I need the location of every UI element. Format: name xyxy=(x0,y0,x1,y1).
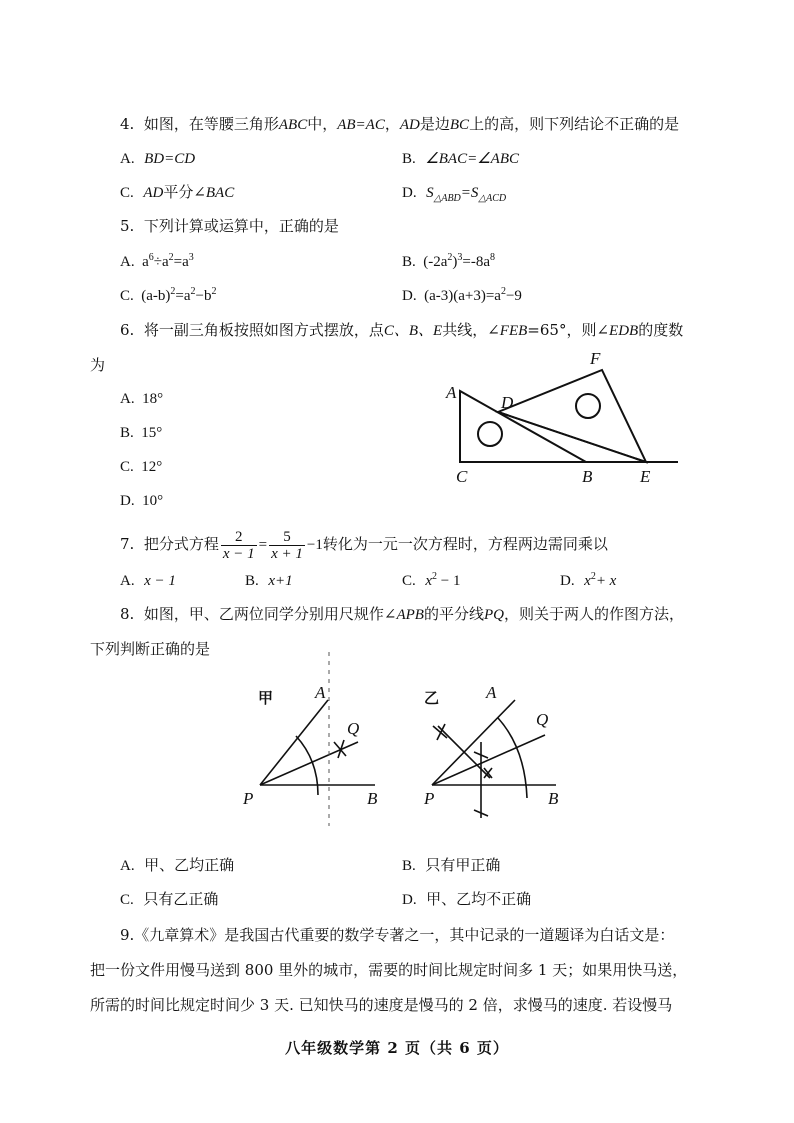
q8-yi-label-q: Q xyxy=(536,710,549,729)
q6-label-d: D xyxy=(501,393,514,412)
question-6-option-a: A. 18° xyxy=(120,391,164,407)
question-4-option-a: A. BD=CD xyxy=(120,151,196,167)
q6-label-e: E xyxy=(640,467,651,486)
page-footer: 八年级数学第 2 页（共 6 页） xyxy=(285,1039,509,1057)
question-8-stem: 8. 如图，甲、乙两位同学分别用尺规作∠APB的平分线PQ，则关于两人的作图方法， xyxy=(120,605,684,623)
q8-jia-label-p: P xyxy=(243,789,254,808)
q6-label-c: C xyxy=(456,467,468,486)
q8-jia-label-b: B xyxy=(367,789,378,808)
question-7-option-b: B. x+1 xyxy=(245,573,293,589)
question-7-option-c: C. $x^2 - 1$ xyxy=(402,571,461,589)
question-8-option-d: D. 甲、乙均不正确 xyxy=(402,890,532,908)
question-5-option-a: A. $a^6\div a^2=a^3$ xyxy=(120,252,194,270)
question-4-option-b: B. ∠BAC=∠ABC xyxy=(402,151,519,167)
q6-label-a: A xyxy=(446,383,457,402)
fraction-5-over-x-plus-1: $\frac{5}{x + 1}$ xyxy=(271,528,303,562)
q6-label-b: B xyxy=(582,467,593,486)
q8-jia-title: 甲 xyxy=(258,691,274,707)
question-6-option-d: D. 10° xyxy=(120,493,164,509)
q8-jia-label-q: Q xyxy=(347,719,360,738)
question-7-option-a: A. x − 1 xyxy=(120,573,176,589)
q8-yi-title: 乙 xyxy=(424,691,440,707)
q8-yi-label-p: P xyxy=(424,789,435,808)
question-7-option-d: D. $x^2+ x$ xyxy=(560,571,617,589)
question-6-option-c: C. 12° xyxy=(120,459,163,475)
q6-label-f: F xyxy=(590,349,601,368)
question-6-stem-cont: 为 xyxy=(90,356,106,374)
question-8-option-c: C. 只有乙正确 xyxy=(120,890,219,908)
question-8-option-a: A. 甲、乙均正确 xyxy=(120,856,235,874)
question-5-stem: 5. 下列计算或运算中，正确的是 xyxy=(120,217,339,235)
fraction-2-over-x-minus-1: $\frac{2}{x - 1}$ xyxy=(222,528,255,562)
question-6-option-b: B. 15° xyxy=(120,425,163,441)
q8-yi-ray-pa xyxy=(432,700,515,785)
question-4-option-d: D. $S_{\triangle ABD}=S_{\triangle ACD}$ xyxy=(402,185,507,204)
question-6-stem: 6. 将一副三角板按照如图方式摆放，点C、B、E共线，∠FEB=65°，则∠EDB的度数 xyxy=(120,321,684,339)
question-9-line-1: 9.《九章算术》是我国古代重要的数学专著之一，其中记录的一道题译为白话文是： xyxy=(120,926,675,944)
question-9-line-3: 所需的时间比规定时间少 3 天. 已知快马的速度是慢马的 2 倍，求慢马的速度. 若设慢马 xyxy=(90,996,673,1014)
q8-yi-label-b: B xyxy=(548,789,559,808)
question-9-line-2: 把一份文件用慢马送到 800 里外的城市，需要的时间比规定时间多 1 天；如果用快马送， xyxy=(90,961,688,979)
q8-yi-arc-main xyxy=(498,718,527,798)
q8-jia-label-a: A xyxy=(315,683,326,702)
question-5-option-b: B. $(-2a^2)^3=-8a^8$ xyxy=(402,252,496,270)
question-4-stem: 4. 如图，在等腰三角形ABC中，AB=AC，AD是边BC上的高，则下列结论不正确的是 xyxy=(120,115,680,133)
question-8-stem-cont: 下列判断正确的是 xyxy=(90,640,211,658)
question-7-stem: 7. 把分式方程 $\frac{2}{x - 1}$ = $\frac{5}{x + 1}$ −1转化为一元一次方程时，方程两边需同乘以 xyxy=(120,528,608,562)
question-8-option-b: B. 只有甲正确 xyxy=(402,856,501,874)
question-4-option-c: C. AD平分∠BAC xyxy=(120,183,235,201)
q8-yi-label-a: A xyxy=(486,683,497,702)
question-5-option-d: D. $(a-3)(a+3)=a^2-9$ xyxy=(402,286,522,304)
question-5-option-c: C. $(a-b)^2=a^2-b^2$ xyxy=(120,286,217,304)
